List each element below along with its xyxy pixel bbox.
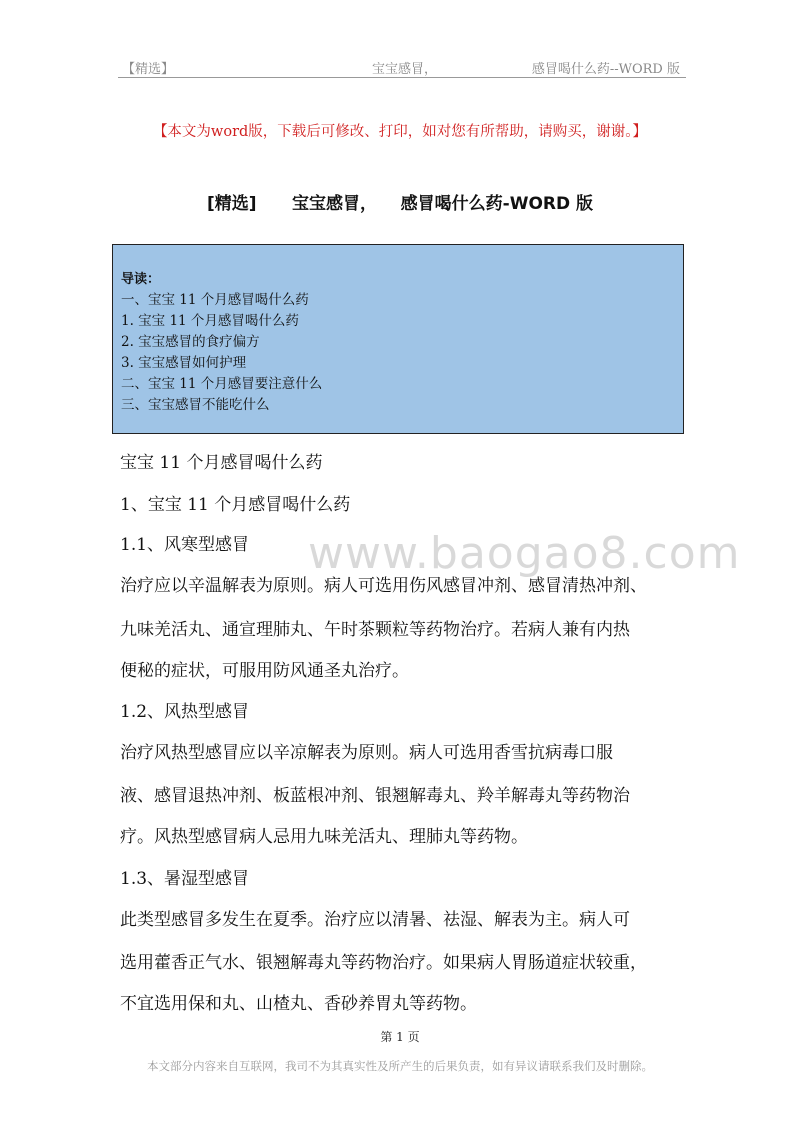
paragraph-line: 此类型感冒多发生在夏季。治疗应以清暑、祛湿、解表为主。病人可 — [120, 910, 630, 930]
section-heading: 1、宝宝 11 个月感冒喝什么药 — [120, 495, 351, 515]
guide-item: 二、宝宝 11 个月感冒要注意什么 — [121, 376, 323, 392]
header-center: 宝宝感冒， — [372, 62, 438, 77]
subsection-heading: 1.2、风热型感冒 — [120, 702, 250, 722]
guide-item: 一、宝宝 11 个月感冒喝什么药 — [121, 292, 309, 308]
paragraph-line: 液、感冒退热冲剂、板蓝根冲剂、银翘解毒丸、羚羊解毒丸等药物治 — [120, 786, 630, 806]
guide-item: 3. 宝宝感冒如何护理 — [121, 355, 247, 371]
paragraph-line: 不宜选用保和丸、山楂丸、香砂养胃丸等药物。 — [120, 994, 477, 1014]
guide-item: 2. 宝宝感冒的食疗偏方 — [121, 334, 260, 350]
subsection-heading: 1.1、风寒型感冒 — [120, 535, 250, 555]
guide-title: 导读： — [121, 272, 161, 287]
purchase-notice: 【本文为word版，下载后可修改、打印，如对您有所帮助，请购买，谢谢。】 — [152, 124, 648, 140]
guide-item: 三、宝宝感冒不能吃什么 — [121, 397, 270, 413]
header-right: 感冒喝什么药--WORD 版 — [531, 62, 680, 77]
page-header — [120, 58, 686, 78]
paragraph-line: 治疗应以辛温解表为原则。病人可选用伤风感冒冲剂、感冒清热冲剂、 — [120, 576, 647, 596]
paragraph-line: 治疗风热型感冒应以辛凉解表为原则。病人可选用香雪抗病毒口服 — [120, 743, 613, 763]
paragraph-line: 九味羌活丸、通宣理肺丸、午时茶颗粒等药物治疗。若病人兼有内热 — [120, 620, 630, 640]
page-number: 第 1 页 — [380, 1030, 420, 1044]
header-rule — [118, 77, 686, 78]
paragraph-line: 疗。风热型感冒病人忌用九味羌活丸、理肺丸等药物。 — [120, 827, 528, 847]
header-left: 【精选】 — [122, 62, 175, 77]
guide-box — [112, 244, 684, 434]
paragraph-line: 便秘的症状，可服用防风通圣丸治疗。 — [120, 661, 409, 681]
footer-disclaimer: 本文部分内容来自互联网，我司不为其真实性及所产生的后果负责，如有异议请联系我们及时删除。 — [147, 1059, 653, 1073]
document-title: [精选] 宝宝感冒， 感冒喝什么药-WORD 版 — [206, 194, 594, 214]
guide-item: 1. 宝宝 11 个月感冒喝什么药 — [121, 313, 299, 329]
watermark: www.baogao8.com — [308, 528, 741, 579]
section-heading: 宝宝 11 个月感冒喝什么药 — [120, 453, 323, 473]
paragraph-line: 选用藿香正气水、银翘解毒丸等药物治疗。如果病人胃肠道症状较重， — [120, 953, 647, 973]
subsection-heading: 1.3、暑湿型感冒 — [120, 869, 250, 889]
